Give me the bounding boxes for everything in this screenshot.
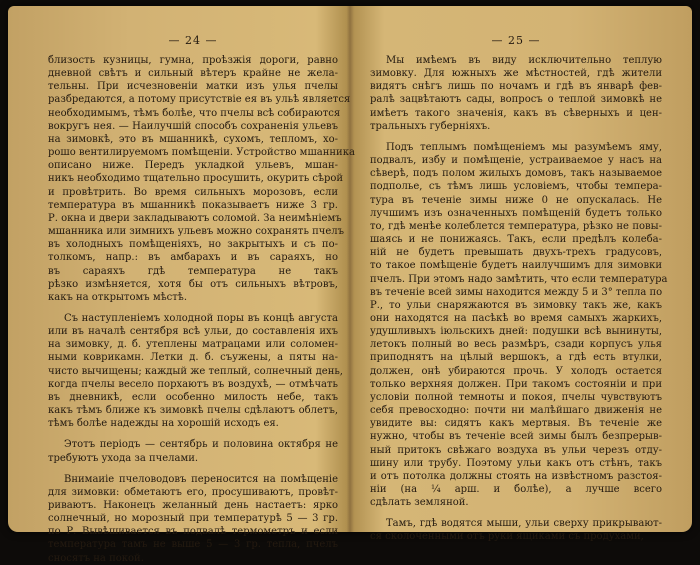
text-line: рошо вентилируемомъ помѣщеніи. Устройство мшанника — [48, 147, 355, 159]
text-line: условіи полной темноты и покоя, пчелы чувствуютъ — [370, 391, 662, 403]
text-line: видятъ снѣгъ лишь по ночамъ и гдѣ въ январѣ фев- — [370, 81, 662, 93]
text-line: ный притокъ свѣжаго воздуха въ ульи черезъ отду- — [370, 444, 662, 456]
text-line: тральныхъ губерніяхъ. — [370, 120, 491, 132]
text-line: ніи (на ¼ арш. и болѣе), а лучше всего — [370, 484, 662, 495]
text-line: мшанника или зимнихъ ульевъ можно сохранять пчелъ — [48, 226, 344, 238]
text-line: тельны. При исчезновеніи матки изъ улья пчелы — [48, 81, 338, 93]
text-line: Р. окна и двери закладываютъ соломой. За неимѣніемъ — [48, 212, 342, 224]
text-line: ній не будетъ превышать двухъ-трехъ градусовъ, — [370, 247, 662, 259]
text-line: увидите вы: сидятъ какъ мертвыя. Въ теченіе же — [370, 418, 662, 430]
text-line: ся сколоченными отъ руки ящиками съ продухами, — [370, 531, 644, 543]
text-line: только верхняя должен. При такомъ состояніи и при — [370, 378, 662, 390]
text-line: въ сараяхъ гдѣ температура не такъ — [48, 265, 338, 277]
paragraph — [48, 312, 343, 430]
paragraph — [370, 141, 668, 509]
paragraph — [48, 54, 355, 304]
text-line: подполье, съ тѣмъ лишь условіемъ, чтобы темпера- — [370, 181, 662, 193]
text-line: тѣмъ болѣе надежды на хорошій исходъ ея. — [48, 418, 279, 430]
text-line: себя превосходно: почти ни малѣйшаго движенія не — [370, 405, 662, 417]
text-line: требуютъ ухода за пчелами. — [48, 452, 199, 464]
text-line: или въ началѣ сентября всѣ ульи, до составленія ихъ — [48, 326, 338, 338]
paragraph-gap — [48, 304, 338, 312]
text-line: летокъ полный во весь размѣръ, сзади корпусъ улья — [370, 339, 662, 351]
right-page — [370, 6, 668, 543]
text-line: никъ необходимо тщательно просушить, окурить сѣрой — [48, 173, 344, 185]
text-line: въ холодныхъ помѣщеніяхъ, но закрытыхъ и съ по- — [48, 239, 338, 251]
text-line: тура въ теченіе зимы ниже 0 не опускалась. Не — [370, 194, 662, 206]
text-line: риваютъ. Наконецъ желанный день настаетъ: ярко — [48, 500, 338, 511]
text-line: разбредаются, а потому присутствіе ея въ ульѣ является — [48, 94, 351, 106]
left-page — [48, 6, 355, 564]
text-line: шаясь и не понижаясь. Такъ, если предѣлъ колеба- — [370, 234, 662, 246]
text-line: они находятся на пасѣкѣ во время самыхъ жаркихъ, — [370, 312, 662, 324]
text-line: чисто вычищены; каждый же теплый, солнечный день, — [48, 365, 343, 377]
text-line: близость кузницы, гумна, проѣзжія дороги, равно — [48, 55, 338, 66]
text-line: шину или трубу. Поэтому ульи какъ отъ стѣнъ, такъ — [370, 457, 662, 469]
text-line: по Р. Вывѣшивается въ подвалѣ термометръ и если — [48, 526, 338, 538]
text-line: то, гдѣ менѣе колеблется температура, рѣзко не повы- — [370, 220, 662, 232]
text-line: Тамъ, гдѣ водятся мыши, ульи сверху прикрывают- — [386, 518, 662, 530]
text-line: рѣзко измѣняется, хотя бы отъ сильныхъ вѣтровъ, — [48, 278, 338, 290]
text-line: пчелъ. При этомъ надо замѣтить, что если температура — [370, 273, 668, 285]
paragraph — [370, 517, 662, 543]
text-line: Р., то ульи снаряжаются въ зимовку такъ же, какъ — [370, 299, 662, 311]
text-line: температура тамъ не выше 5 — 3 гр. тепла, пчелъ — [48, 539, 338, 551]
text-line: сносятъ на покой. — [48, 552, 144, 564]
text-line: въ дневникѣ, если особенно милость небе, такъ — [48, 391, 338, 403]
paragraph-gap — [48, 430, 338, 438]
text-line: описано ниже. Передъ укладкой ульевъ, мшан- — [48, 160, 338, 172]
paragraph — [370, 54, 662, 133]
text-line: Подъ теплымъ помѣщеніемъ мы разумѣемъ яму, — [386, 141, 662, 153]
text-line: подвалъ, избу и помѣщеніе, устраиваемое у насъ на — [370, 155, 662, 167]
page-number-left: — 24 — — [168, 34, 218, 47]
text-line: для зимовки: обметаютъ его, просушиваютъ, провѣт- — [48, 486, 338, 498]
paragraph — [48, 473, 338, 565]
text-line: Этотъ періодъ — сентябрь и половина октября не — [64, 439, 338, 451]
text-line: нужно, чтобы въ теченіе всей зимы былъ безпрерыв- — [370, 431, 662, 443]
text-line: на зимовкѣ, это въ мшанникѣ, сухомъ, тепломъ, хо- — [48, 133, 338, 145]
text-line: зимовку. Для южныхъ же мѣстностей, гдѣ жители — [370, 68, 662, 80]
text-line: дневной свѣтъ и сильный вѣтеръ крайне не жела- — [48, 68, 338, 80]
text-line: сѣверѣ, подъ полом жилыхъ домовъ, такъ называемое — [370, 168, 662, 180]
paragraph-gap — [370, 509, 662, 517]
text-line: Съ наступленіемъ холодной поры въ концѣ августа — [64, 312, 338, 324]
text-line: температура въ мшанникѣ показываетъ ниже 3 гр. — [48, 199, 338, 211]
text-line: то такое помѣщеніе будетъ наилучшимъ для зимовки — [370, 260, 662, 272]
text-line: необходимымъ, тѣмъ болѣе, что пчелы всѣ собираются — [48, 107, 341, 119]
text-line: должен, онѣ убираются прочь. У холодъ остается — [370, 365, 662, 377]
left-page-text — [48, 54, 355, 565]
text-line: имѣетъ такого значенія, какъ въ сѣверныхъ и цен- — [370, 107, 662, 119]
paragraph-gap — [48, 465, 338, 473]
text-line: сдѣлать земляной. — [370, 497, 469, 509]
page-number-right: — 25 — — [491, 34, 541, 47]
text-line: Мы имѣемъ въ виду исключительно теплую — [386, 55, 662, 66]
text-line: ными коврикамн. Летки д. б. съужены, а пяты на- — [48, 352, 338, 364]
right-page-text — [370, 54, 668, 544]
text-line: когда пчелы весело порхаютъ въ воздухѣ, — отмѣчать — [48, 378, 338, 390]
text-line: приподнятъ на цѣлый вершокъ, а гдѣ есть втулки, — [370, 352, 662, 364]
text-line: удушливыхъ іюльскихъ дней: подушки всѣ вынинуты, — [370, 326, 662, 338]
text-line: какъ тѣмъ ближе къ зимовкѣ пчелы сдѣлаютъ облетъ, — [48, 405, 338, 417]
text-line: Внимаиіе пчеловодовъ переносится на помѣщеніе — [64, 473, 338, 485]
text-line: толкомъ, напр.: въ амбарахъ и въ сараяхъ, но — [48, 252, 338, 264]
text-line: лучшимъ изъ означенныхъ помѣщеній будетъ только — [370, 207, 662, 219]
paragraph-gap — [370, 133, 662, 141]
text-line: и отъ потолка должны стоять на извѣстномъ разстоя- — [370, 470, 662, 482]
book-spread — [8, 6, 692, 564]
text-line: и провѣтрить. Во время сильныхъ морозовъ, если — [48, 186, 338, 198]
text-line: вокругъ нея. — Наилучшій способъ сохраненія ульевъ — [48, 120, 338, 132]
text-line: какъ на открытомъ мѣстѣ. — [48, 291, 187, 303]
text-line: солнечный, но морозный при температурѣ 5 — 3 гр. — [48, 513, 338, 525]
text-line: на зимовку, д. б. утеплены матрацами или соломен- — [48, 339, 338, 351]
paragraph — [48, 438, 338, 464]
text-line: въ теченіе всей зимы находится между 5 и 3° тепла по — [370, 286, 663, 298]
text-line: ралѣ зацвѣтаютъ сады, вопросъ о теплой зимовкѣ не — [370, 94, 662, 106]
